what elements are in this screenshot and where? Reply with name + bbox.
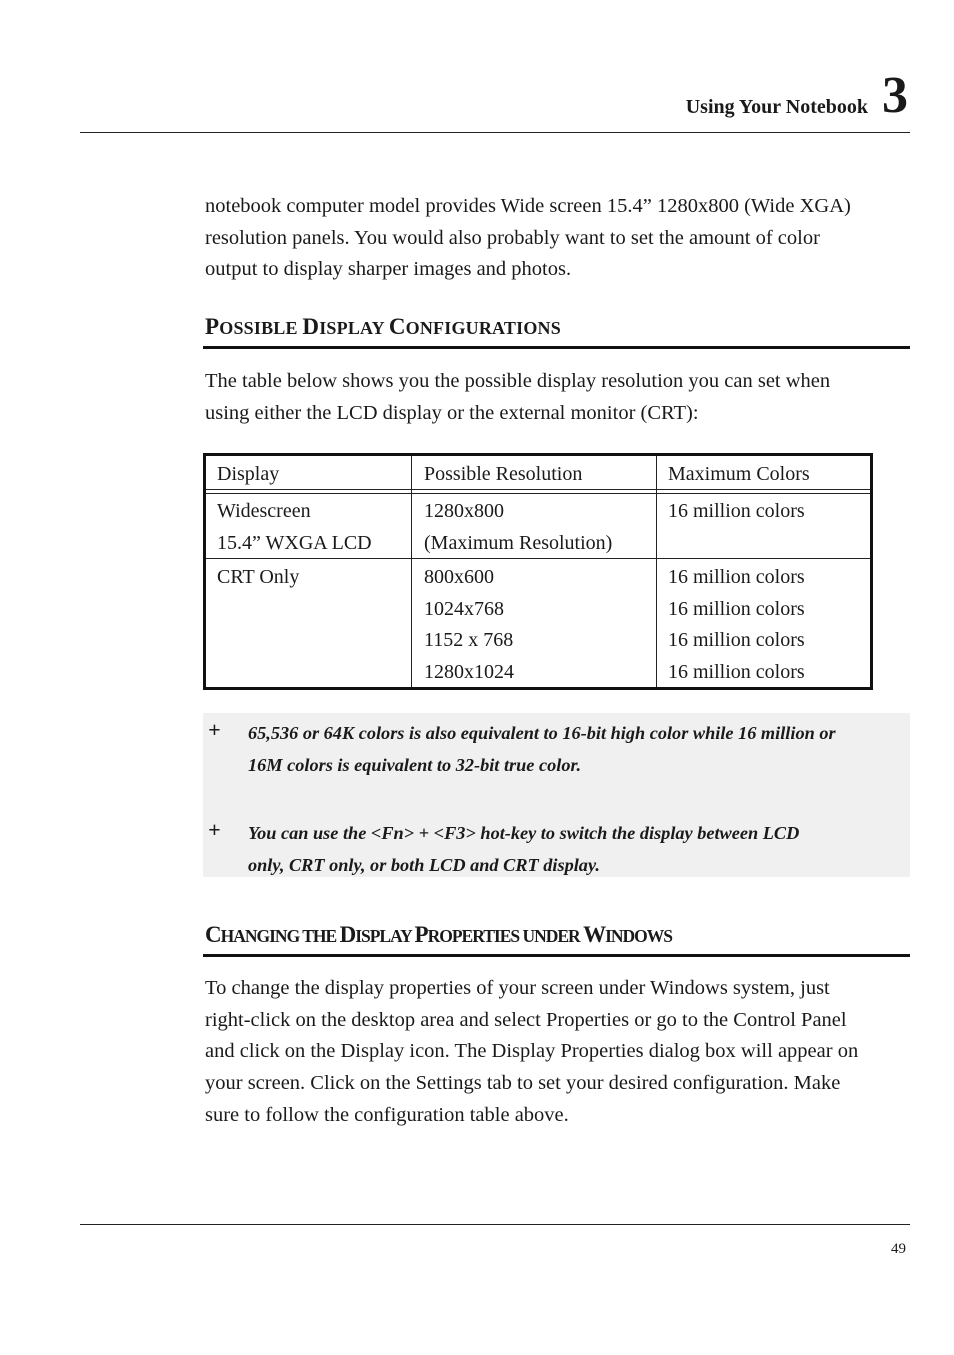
configuration-table xyxy=(203,453,873,690)
table-cell xyxy=(668,562,805,689)
section1-line: The table below shows you the possible display resolution you can set when xyxy=(205,370,831,392)
heading-rest: ISPLAY xyxy=(355,926,415,946)
table-cell xyxy=(424,496,612,559)
notes-box xyxy=(203,713,910,877)
heading-rest: ROPERTIES UNDER xyxy=(427,926,584,946)
cell-line: 16 million colors xyxy=(668,500,805,522)
heading-rest: HANGING THE xyxy=(220,926,340,946)
heading-initial: P xyxy=(205,314,220,339)
section1-line: using either the LCD display or the external monitor (CRT): xyxy=(205,401,699,424)
cell-line: (Maximum Resolution) xyxy=(424,531,613,554)
section-title xyxy=(205,314,561,340)
table-cell xyxy=(668,496,805,528)
cell-line: 1280x1024 xyxy=(424,661,514,684)
note-text xyxy=(248,717,913,781)
note-line: 65,536 or 64K colors is also equivalent to 16-bit high color while 16 million or xyxy=(248,723,836,743)
cell-line: 1024x768 xyxy=(424,597,504,620)
table-divider xyxy=(656,456,657,687)
heading-rest: ONFIGURATIONS xyxy=(405,318,561,338)
section2-line: right-click on the desktop area and select Properties or go to the Control Panel xyxy=(205,1008,847,1031)
table-header-cell: Possible Resolution xyxy=(424,463,583,485)
cell-line: 16 million colors xyxy=(668,661,805,684)
note-line: 16M colors is equivalent to 32-bit true color. xyxy=(248,755,582,775)
page-header xyxy=(80,67,910,133)
intro-line: resolution panels. You would also probably want to set the amount of color xyxy=(205,226,820,249)
heading-initial: C xyxy=(388,314,406,339)
cell-line: 16 million colors xyxy=(668,566,805,588)
cell-line: 800x600 xyxy=(424,566,494,588)
table-cell xyxy=(217,562,299,594)
section-title xyxy=(205,922,672,948)
section-heading-display-configurations xyxy=(203,310,910,349)
heading-initial: W xyxy=(583,922,606,947)
section2-line: your screen. Click on the Settings tab to set your desired configuration. Make xyxy=(205,1072,841,1095)
table-cell xyxy=(217,496,372,559)
table-divider xyxy=(411,456,412,687)
cell-line: 1152 x 768 xyxy=(424,629,514,652)
table-header-cell: Display xyxy=(217,463,280,485)
note-bullet-icon: + xyxy=(208,817,221,842)
heading-initial: C xyxy=(205,922,221,947)
section2-line: sure to follow the configuration table above. xyxy=(205,1103,569,1126)
section2-line: To change the display properties of your screen under Windows system, just xyxy=(205,977,830,999)
note-line: only, CRT only, or both LCD and CRT display. xyxy=(248,855,600,875)
page-number: 49 xyxy=(891,1241,906,1257)
note-text xyxy=(248,817,913,881)
heading-initial: P xyxy=(414,922,428,947)
cell-line: 15.4” WXGA LCD xyxy=(217,531,372,554)
footer-rule xyxy=(80,1224,910,1225)
heading-rest: OSSIBLE xyxy=(219,318,303,338)
heading-initial: D xyxy=(339,922,356,947)
cell-line: 1280x800 xyxy=(424,500,504,522)
table-header-cell: Maximum Colors xyxy=(668,463,810,485)
intro-line: output to display sharper images and photos. xyxy=(205,258,572,281)
intro-paragraph xyxy=(205,191,917,286)
note-line: You can use the <Fn> + <F3> hot-key to switch the display between LCD xyxy=(248,823,800,843)
cell-line: 16 million colors xyxy=(668,629,805,652)
header-title: Using Your Notebook xyxy=(685,96,868,118)
section1-paragraph xyxy=(205,366,917,429)
cell-line: 16 million colors xyxy=(668,597,805,620)
heading-rest: ISPLAY xyxy=(319,318,389,338)
intro-line: notebook computer model provides Wide screen 15.4” 1280x800 (Wide XGA) xyxy=(205,195,851,217)
note-bullet-icon: + xyxy=(208,717,221,742)
cell-line: CRT Only xyxy=(217,566,300,588)
table-cell xyxy=(424,562,514,689)
section2-paragraph xyxy=(205,973,917,1132)
section2-line: and click on the Display icon. The Display Properties dialog box will appear on xyxy=(205,1040,859,1063)
section-heading-changing-display-properties xyxy=(203,918,910,957)
heading-initial: D xyxy=(302,314,320,339)
chapter-number: 3 xyxy=(882,67,908,124)
heading-rest: INDOWS xyxy=(605,926,673,946)
table-divider xyxy=(206,493,870,494)
cell-line: Widescreen xyxy=(217,500,311,522)
